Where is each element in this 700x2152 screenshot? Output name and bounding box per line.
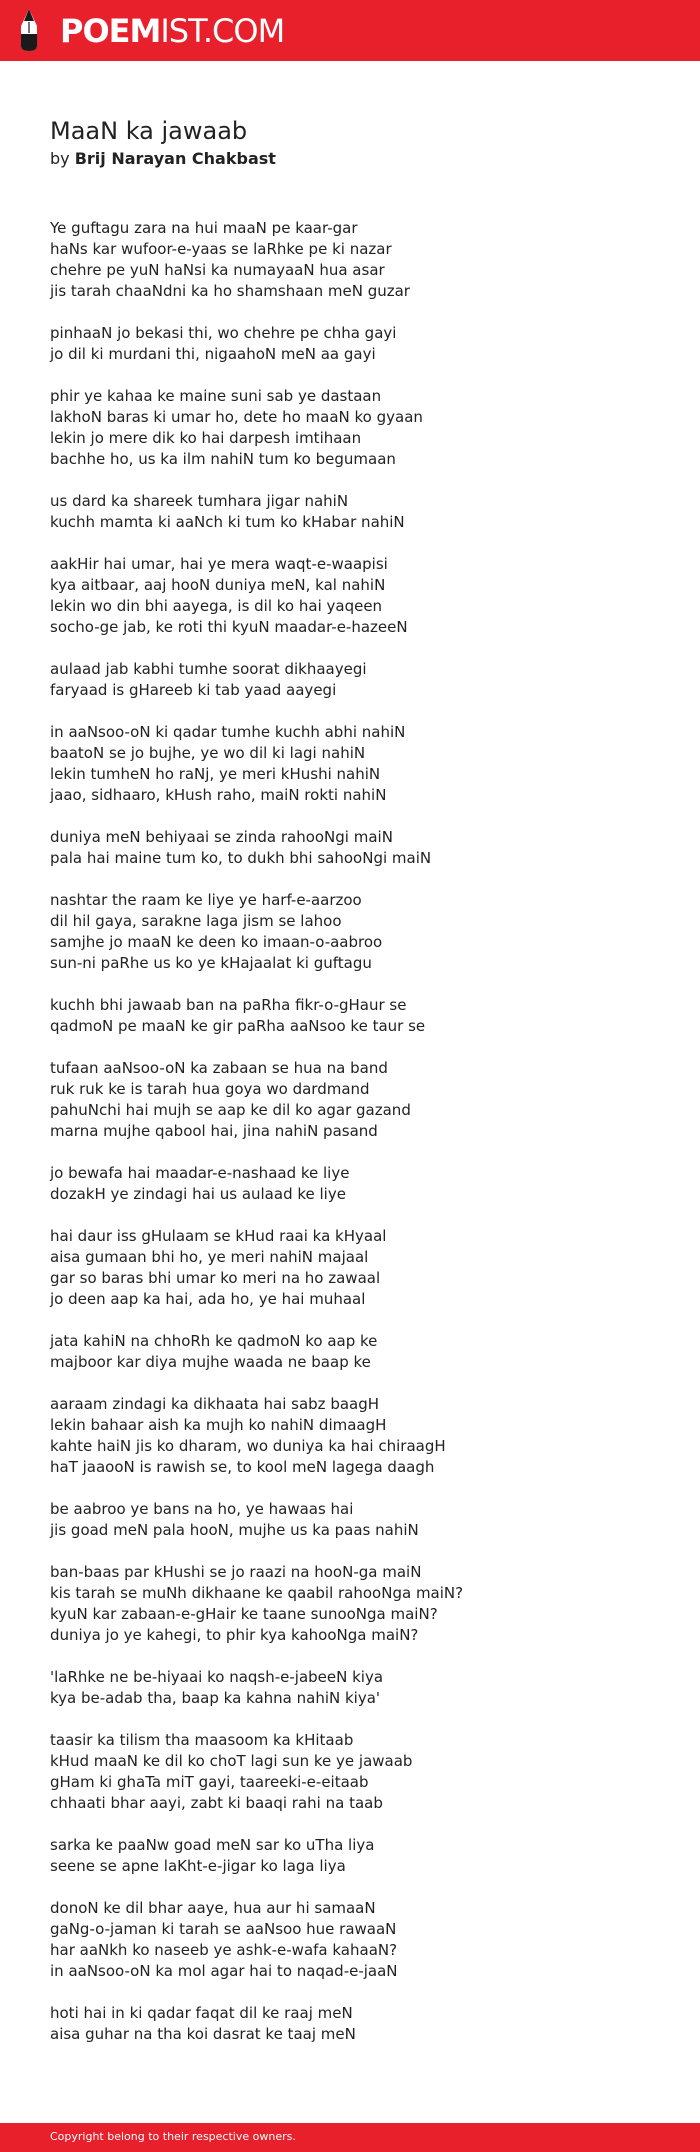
site-header	[0, 0, 700, 61]
poem-stanza	[50, 1331, 670, 1373]
poem-line: pahuNchi hai mujh se aap ke dil ko agar gazand	[50, 1101, 411, 1119]
poem-line: Ye guftagu zara na hui maaN pe kaar-gar	[50, 219, 358, 237]
poem-line: kuchh bhi jawaab ban na paRha fikr-o-gHaur se	[50, 996, 407, 1014]
footer-copyright: Copyright belong to their respective owners.	[50, 2130, 296, 2143]
poem-line: kHud maaN ke dil ko choT lagi sun ke ye jawaab	[50, 1752, 413, 1770]
poem-stanza	[50, 1562, 670, 1646]
poem-line: qadmoN pe maaN ke gir paRha aaNsoo ke taur se	[50, 1017, 426, 1035]
site-logo[interactable]	[60, 9, 284, 53]
poem-stanza	[50, 1226, 670, 1310]
poem-line: nashtar the raam ke liye ye harf-e-aarzoo	[50, 891, 362, 909]
poem-line: jata kahiN na chhoRh ke qadmoN ko aap ke	[50, 1332, 378, 1350]
poem-line: taasir ka tilism tha maasoom ka kHitaab	[50, 1731, 354, 1749]
poem-line: be aabroo ye bans na ho, ye hawaas hai	[50, 1500, 354, 1518]
poem-line: ruk ruk ke is tarah hua goya wo dardmand	[50, 1080, 370, 1098]
poem-line: duniya meN behiyaai se zinda rahooNgi maiN	[50, 828, 393, 846]
poem-line: aaraam zindagi ka dikhaata hai sabz baagH	[50, 1395, 380, 1413]
poem-line: chehre pe yuN haNsi ka numayaaN hua asar	[50, 261, 385, 279]
poem-stanza	[50, 2003, 670, 2045]
pen-nib-logo-icon[interactable]	[17, 8, 41, 52]
poem-stanza	[50, 1163, 670, 1205]
poem-stanza	[50, 1898, 670, 1982]
poem-line: baatoN se jo bujhe, ye wo dil ki lagi nahiN	[50, 744, 366, 762]
poem-line: gaNg-o-jaman ki tarah se aaNsoo hue rawaaN	[50, 1920, 397, 1938]
poem-line: jis goad meN pala hooN, mujhe us ka paas nahiN	[50, 1521, 419, 1539]
poem-line: socho-ge jab, ke roti thi kyuN maadar-e-hazeeN	[50, 618, 408, 636]
poem-line: gHam ki ghaTa miT gayi, taareeki-e-eitaab	[50, 1773, 369, 1791]
poem-line: lekin tumheN ho raNj, ye meri kHushi nahiN	[50, 765, 381, 783]
poem-line: hoti hai in ki qadar faqat dil ke raaj meN	[50, 2004, 353, 2022]
poem-line: jaao, sidhaaro, kHush raho, maiN rokti nahiN	[50, 786, 387, 804]
poem-body	[50, 218, 670, 2066]
poem-line: jo deen aap ka hai, ada ho, ye hai muhaal	[50, 1290, 366, 1308]
poem-line: aisa gumaan bhi ho, ye meri nahiN majaal	[50, 1248, 369, 1266]
poem-line: lekin jo mere dik ko hai darpesh imtihaan	[50, 429, 362, 447]
poem-line: aisa guhar na tha koi dasrat ke taaj meN	[50, 2025, 356, 2043]
poem-stanza	[50, 1835, 670, 1877]
poem-line: samjhe jo maaN ke deen ko imaan-o-aabroo	[50, 933, 383, 951]
logo-brand-light: IST.COM	[160, 12, 285, 50]
poem-line: lakhoN baras ki umar ho, dete ho maaN ko gyaan	[50, 408, 423, 426]
poem-line: jo dil ki murdani thi, nigaahoN meN aa gayi	[50, 345, 376, 363]
byline-prefix: by	[50, 149, 70, 168]
poem-line: kis tarah se muNh dikhaane ke qaabil rahooNga maiN?	[50, 1584, 464, 1602]
poem-stanza	[50, 890, 670, 974]
poem-line: pinhaaN jo bekasi thi, wo chehre pe chha gayi	[50, 324, 397, 342]
poem-line: jis tarah chaaNdni ka ho shamshaan meN guzar	[50, 282, 410, 300]
poem-line: phir ye kahaa ke maine suni sab ye dastaan	[50, 387, 382, 405]
logo-brand-bold: POEM	[60, 12, 161, 50]
poem-stanza	[50, 722, 670, 806]
poem-line: pala hai maine tum ko, to dukh bhi sahooNgi maiN	[50, 849, 432, 867]
poem-stanza	[50, 1667, 670, 1709]
poem-stanza	[50, 386, 670, 470]
poem-line: faryaad is gHareeb ki tab yaad aayegi	[50, 681, 337, 699]
poem-stanza	[50, 1058, 670, 1142]
poem-line: lekin bahaar aish ka mujh ko nahiN dimaagH	[50, 1416, 387, 1434]
poem-line: haNs kar wufoor-e-yaas se laRhke pe ki nazar	[50, 240, 392, 258]
poem-line: kahte haiN jis ko dharam, wo duniya ka hai chiraagH	[50, 1437, 446, 1455]
site-footer	[0, 2123, 700, 2152]
poem-line: in aaNsoo-oN ki qadar tumhe kuchh abhi nahiN	[50, 723, 406, 741]
poem-stanza	[50, 995, 670, 1037]
poem-line: dozakH ye zindagi hai us aulaad ke liye	[50, 1185, 346, 1203]
poem-line: 'laRhke ne be-hiyaai ko naqsh-e-jabeeN kiya	[50, 1668, 384, 1686]
poem-line: hai daur iss gHulaam se kHud raai ka kHyaal	[50, 1227, 387, 1245]
poem-line: gar so baras bhi umar ko meri na ho zawaal	[50, 1269, 381, 1287]
poem-line: haT jaaooN is rawish se, to kool meN lagega daagh	[50, 1458, 435, 1476]
poem-stanza	[50, 827, 670, 869]
poem-line: marna mujhe qabool hai, jina nahiN pasand	[50, 1122, 378, 1140]
poem-title: MaaN ka jawaab	[50, 117, 248, 145]
poem-line: aulaad jab kabhi tumhe soorat dikhaayegi	[50, 660, 367, 678]
poem-author: Brij Narayan Chakbast	[74, 149, 276, 168]
poem-stanza	[50, 554, 670, 638]
poem-line: seene se apne laKht-e-jigar ko laga liya	[50, 1857, 346, 1875]
poem-line: duniya jo ye kahegi, to phir kya kahooNga maiN?	[50, 1626, 419, 1644]
poem-line: dil hil gaya, sarakne laga jism se lahoo	[50, 912, 342, 930]
poem-stanza	[50, 491, 670, 533]
poem-line: lekin wo din bhi aayega, is dil ko hai yaqeen	[50, 597, 383, 615]
poem-line: sarka ke paaNw goad meN sar ko uTha liya	[50, 1836, 375, 1854]
poem-line: har aaNkh ko naseeb ye ashk-e-wafa kahaaN?	[50, 1941, 398, 1959]
poem-stanza	[50, 1499, 670, 1541]
poem-stanza	[50, 323, 670, 365]
poem-line: jo bewafa hai maadar-e-nashaad ke liye	[50, 1164, 350, 1182]
poem-line: majboor kar diya mujhe waada ne baap ke	[50, 1353, 371, 1371]
poem-line: kuchh mamta ki aaNch ki tum ko kHabar nahiN	[50, 513, 405, 531]
poem-line: kyuN kar zabaan-e-gHair ke taane sunooNga maiN?	[50, 1605, 438, 1623]
poem-line: aakHir hai umar, hai ye mera waqt-e-waapisi	[50, 555, 388, 573]
poem-byline	[50, 148, 276, 170]
poem-line: us dard ka shareek tumhara jigar nahiN	[50, 492, 349, 510]
poem-line: kya be-adab tha, baap ka kahna nahiN kiya'	[50, 1689, 381, 1707]
poem-line: in aaNsoo-oN ka mol agar hai to naqad-e-jaaN	[50, 1962, 398, 1980]
poem-line: bachhe ho, us ka ilm nahiN tum ko begumaan	[50, 450, 396, 468]
poem-stanza	[50, 1730, 670, 1814]
poem-stanza	[50, 659, 670, 701]
poem-line: ban-baas par kHushi se jo raazi na hooN-ga maiN	[50, 1563, 422, 1581]
poem-line: tufaan aaNsoo-oN ka zabaan se hua na band	[50, 1059, 388, 1077]
poem-stanza	[50, 218, 670, 302]
poem-line: donoN ke dil bhar aaye, hua aur hi samaaN	[50, 1899, 376, 1917]
poem-stanza	[50, 1394, 670, 1478]
poem-line: kya aitbaar, aaj hooN duniya meN, kal nahiN	[50, 576, 386, 594]
poem-line: sun-ni paRhe us ko ye kHajaalat ki guftagu	[50, 954, 372, 972]
poem-line: chhaati bhar aayi, zabt ki baaqi rahi na taab	[50, 1794, 383, 1812]
